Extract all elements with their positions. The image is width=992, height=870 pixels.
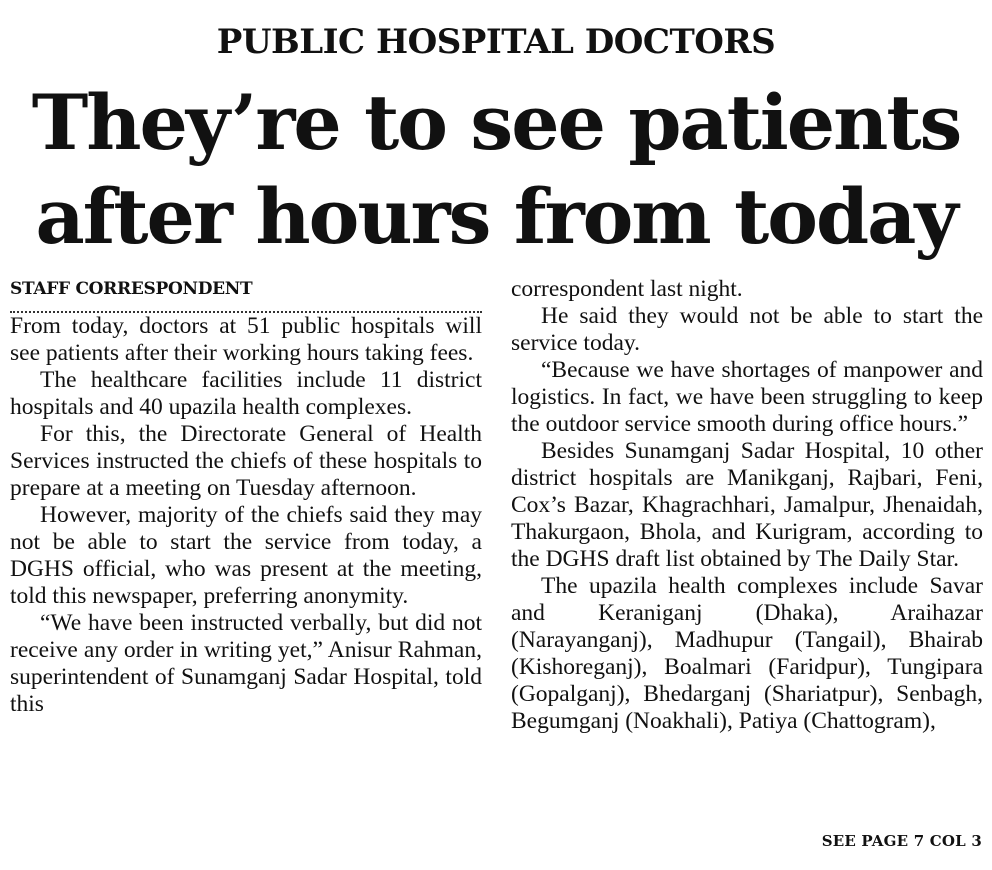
paragraph-7: “Because we have shortages of manpower and logistics. In fact, we have been struggling to keep the outdoor service smooth during office hours.” <box>511 357 983 437</box>
paragraph-6: He said they would not be able to start the service today. <box>511 303 983 356</box>
paragraph-9: The upazila health complexes include Savar and Keraniganj (Dhaka), Araihazar (Narayanganj), Madhupur (Tangail), Bhairab (Kishoreganj), Boalmari (Faridpur), Tungipara (Gopalganj), Bhedarganj (Shariatpur), Senbagh, Begumganj (Noakhali), Patiya (Chattogram), <box>511 573 983 734</box>
paragraph-5: “We have been instructed verbally, but did not receive any order in writing yet,” Anisur Rahman, superintendent of Sunamganj Sadar Hospital, told this <box>10 610 482 717</box>
paragraph-2: The healthcare facilities include 11 district hospitals and 40 upazila health complexes. <box>10 367 482 420</box>
paragraph-continued: correspondent last night. <box>511 276 743 302</box>
headline-line-2: after hours from today <box>35 172 957 261</box>
paragraph-1: From today, doctors at 51 public hospitals will see patients after their working hours taking fees. <box>10 313 482 366</box>
paragraph-3: For this, the Directorate General of Health Services instructed the chiefs of these hospitals to prepare at a meeting on Tuesday afternoon. <box>10 421 482 501</box>
left-column <box>10 276 482 718</box>
byline: STAFF CORRESPONDENT <box>10 276 482 313</box>
paragraph-8: Besides Sunamganj Sadar Hospital, 10 other district hospitals are Manikganj, Rajbari, Feni, Cox’s Bazar, Khagrachhari, Jamalpur, Jhenaidah, Thakurgaon, Bhola, and Kurigram, according to the DGHS draft list obtained by The Daily Star. <box>511 438 983 572</box>
paragraph-4: However, majority of the chiefs said they may not be able to start the service from today, a DGHS official, who was present at the meeting, told this newspaper, preferring anonymity. <box>10 502 482 609</box>
kicker: PUBLIC HOSPITAL DOCTORS <box>216 22 776 62</box>
headline-line-1: They’re to see patients <box>31 78 961 167</box>
right-column <box>511 276 983 735</box>
headline <box>0 76 992 264</box>
jump-line: SEE PAGE 7 COL 3 <box>821 832 982 850</box>
